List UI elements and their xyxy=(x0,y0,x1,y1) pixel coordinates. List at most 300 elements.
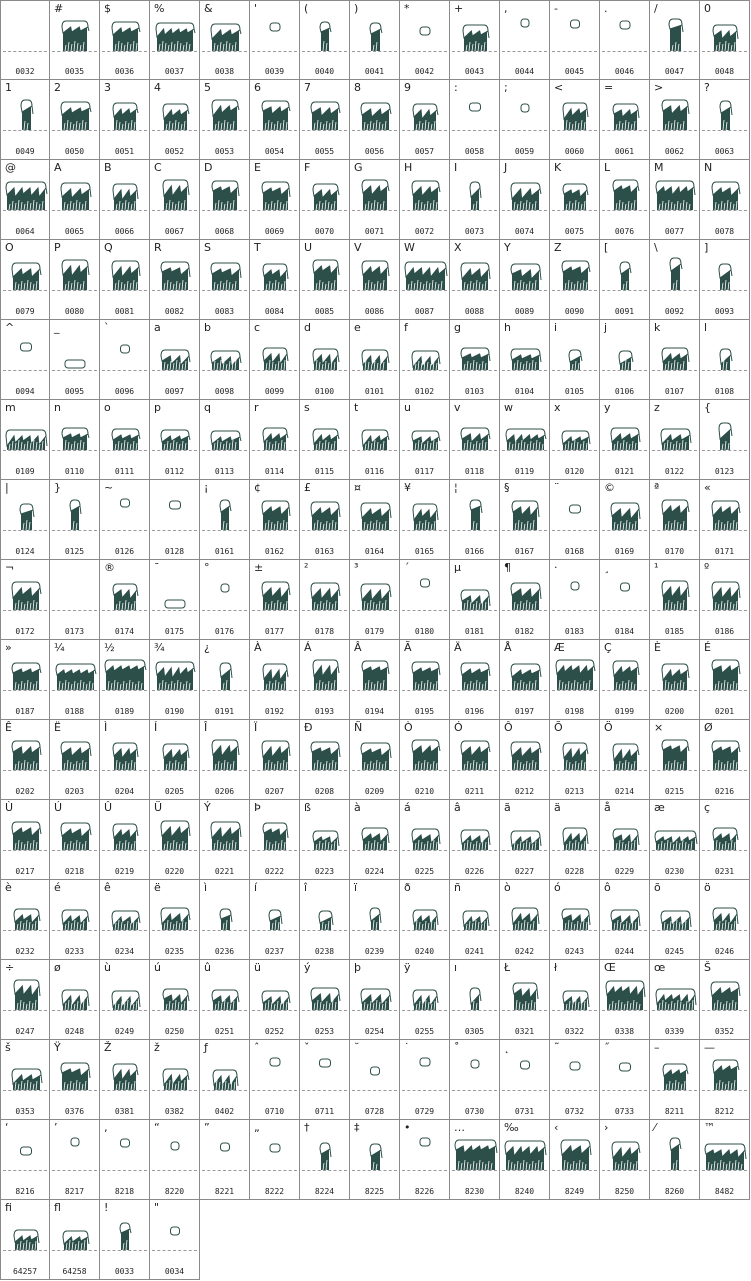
glyph-cell xyxy=(250,240,300,320)
glyph-cell xyxy=(700,560,750,640)
glyph-character: $ xyxy=(104,2,111,15)
glyph-cell xyxy=(100,1120,150,1200)
glyph-cell xyxy=(450,80,500,160)
baseline-guide xyxy=(152,210,197,211)
glyph-drop xyxy=(570,505,581,513)
baseline-guide xyxy=(3,690,47,691)
baseline-guide xyxy=(602,290,647,291)
glyph-code: 0120 xyxy=(564,467,585,476)
glyph-cell xyxy=(50,1120,100,1200)
glyph-code: 0225 xyxy=(414,867,435,876)
glyph-cell xyxy=(650,480,700,560)
glyph-cell xyxy=(250,560,300,640)
baseline-guide xyxy=(102,530,147,531)
glyph-cell xyxy=(0,240,50,320)
glyph-cell xyxy=(600,80,650,160)
glyph-cell xyxy=(100,640,150,720)
glyph-cell xyxy=(250,480,300,560)
glyph-character: å xyxy=(604,801,611,814)
glyph-character: r xyxy=(254,401,259,414)
glyph-cell xyxy=(350,80,400,160)
glyph-character: ˙ xyxy=(404,1041,410,1054)
baseline-guide xyxy=(552,290,597,291)
baseline-guide xyxy=(102,930,147,931)
glyph-code: 0164 xyxy=(364,547,385,556)
glyph-character: 5 xyxy=(204,81,211,94)
glyph-cell xyxy=(400,480,450,560)
baseline-guide xyxy=(102,690,147,691)
glyph-code: 0402 xyxy=(214,1107,235,1116)
baseline-guide xyxy=(652,130,697,131)
baseline-guide xyxy=(302,530,347,531)
baseline-guide xyxy=(3,51,47,52)
glyph-code: 0253 xyxy=(314,1027,335,1036)
glyph-code: 0045 xyxy=(564,67,585,76)
baseline-guide xyxy=(652,850,697,851)
glyph-character: w xyxy=(504,401,513,414)
baseline-guide xyxy=(252,450,297,451)
glyph-cell xyxy=(0,0,50,80)
glyph-cell xyxy=(200,960,250,1040)
baseline-guide xyxy=(3,370,47,371)
glyph-cell xyxy=(200,640,250,720)
glyph-drop xyxy=(71,1138,79,1146)
glyph-code: 8220 xyxy=(164,1187,185,1196)
glyph-cell xyxy=(500,240,550,320)
glyph-character: c xyxy=(254,321,261,334)
baseline-guide xyxy=(652,1170,697,1171)
glyph-character: æ xyxy=(654,801,665,814)
glyph-cell xyxy=(650,800,700,880)
glyph-character: _ xyxy=(54,321,60,334)
glyph-drop xyxy=(270,23,280,31)
glyph-cell xyxy=(600,640,650,720)
baseline-guide xyxy=(3,1010,47,1011)
glyph-character: µ xyxy=(454,561,461,574)
glyph-snowcap xyxy=(320,22,331,32)
glyph-code: 0091 xyxy=(614,307,635,316)
glyph-cell xyxy=(350,1040,400,1120)
glyph-character: ı xyxy=(454,961,458,974)
glyph-character: ⁄ xyxy=(654,1121,656,1134)
baseline-guide xyxy=(302,770,347,771)
glyph-code: 0067 xyxy=(164,227,185,236)
baseline-guide xyxy=(552,610,597,611)
glyph-code: 0729 xyxy=(414,1107,435,1116)
glyph-code: 0036 xyxy=(114,67,135,76)
glyph-code: 0179 xyxy=(364,627,385,636)
glyph-character: - xyxy=(554,2,558,15)
baseline-guide xyxy=(3,1250,47,1251)
glyph-character: § xyxy=(504,481,510,494)
glyph-cell xyxy=(450,160,500,240)
baseline-guide xyxy=(302,850,347,851)
glyph-character: a xyxy=(154,321,161,334)
glyph-code: 0064 xyxy=(15,227,35,236)
glyph-cell xyxy=(600,400,650,480)
baseline-guide xyxy=(202,850,247,851)
glyph-cell xyxy=(100,880,150,960)
glyph-code: 0073 xyxy=(464,227,485,236)
glyph-character: : xyxy=(454,81,458,94)
glyph-cell xyxy=(650,720,700,800)
glyph-code: 0055 xyxy=(314,147,335,156)
glyph-character: l xyxy=(704,321,708,334)
glyph-cell xyxy=(700,240,750,320)
baseline-guide xyxy=(102,130,147,131)
glyph-cell xyxy=(150,320,200,400)
baseline-guide xyxy=(102,1250,147,1251)
glyph-character: I xyxy=(454,161,458,174)
glyph-cell xyxy=(500,880,550,960)
glyph-cell xyxy=(450,1120,500,1200)
glyph-cell xyxy=(250,1120,300,1200)
glyph-cell xyxy=(600,320,650,400)
glyph-character: B xyxy=(104,161,112,174)
glyph-code: 0210 xyxy=(414,787,435,796)
glyph-code: 0229 xyxy=(614,867,635,876)
baseline-guide xyxy=(52,370,97,371)
glyph-character: Ž xyxy=(104,1041,112,1054)
glyph-code: 0111 xyxy=(114,467,135,476)
baseline-guide xyxy=(3,1170,47,1171)
glyph-code: 0071 xyxy=(364,227,385,236)
glyph-character: Í xyxy=(154,721,158,734)
baseline-guide xyxy=(602,1090,647,1091)
glyph-cell xyxy=(0,400,50,480)
glyph-character: fl xyxy=(54,1201,61,1214)
baseline-guide xyxy=(302,1090,347,1091)
glyph-character: @ xyxy=(5,161,16,174)
glyph-cell xyxy=(300,960,350,1040)
baseline-guide xyxy=(602,850,647,851)
glyph-character: Ã xyxy=(404,641,412,654)
glyph-code: 0126 xyxy=(114,547,135,556)
baseline-guide xyxy=(152,450,197,451)
glyph-drop xyxy=(371,1067,380,1075)
glyph-cell xyxy=(550,80,600,160)
glyph-cell xyxy=(150,160,200,240)
glyph-code: 0248 xyxy=(64,1027,85,1036)
glyph-code: 0044 xyxy=(514,67,535,76)
glyph-cell xyxy=(150,1040,200,1120)
baseline-guide xyxy=(602,1010,647,1011)
glyph-cell xyxy=(650,240,700,320)
glyph-cell xyxy=(500,480,550,560)
glyph-cell xyxy=(450,640,500,720)
glyph-character: Œ xyxy=(604,961,616,974)
glyph-code: 0076 xyxy=(614,227,635,236)
glyph-code: 0101 xyxy=(364,387,385,396)
glyph-character: ö xyxy=(704,881,711,894)
glyph-character: ˆ xyxy=(254,1041,260,1054)
glyph-cell xyxy=(700,720,750,800)
glyph-character: Ú xyxy=(54,801,63,814)
baseline-guide xyxy=(52,850,97,851)
glyph-cell xyxy=(400,0,450,80)
glyph-cell xyxy=(700,1040,750,1120)
glyph-code: 0042 xyxy=(414,67,435,76)
glyph-character: ˜ xyxy=(554,1041,560,1054)
baseline-guide xyxy=(502,930,547,931)
glyph-character: M xyxy=(654,161,664,174)
glyph-character: Ø xyxy=(704,721,713,734)
glyph-character: ÿ xyxy=(404,961,411,974)
glyph-character: { xyxy=(704,401,711,414)
glyph-code: 0115 xyxy=(314,467,335,476)
glyph-character: ¿ xyxy=(204,641,210,654)
baseline-guide xyxy=(52,1250,97,1251)
glyph-cell xyxy=(450,880,500,960)
baseline-guide xyxy=(302,290,347,291)
baseline-guide xyxy=(502,1090,547,1091)
baseline-guide xyxy=(302,610,347,611)
glyph-cell xyxy=(350,960,400,1040)
glyph-character: ? xyxy=(704,81,710,94)
glyph-cell xyxy=(450,480,500,560)
glyph-character: z xyxy=(654,401,660,414)
baseline-guide xyxy=(102,1090,147,1091)
baseline-guide xyxy=(502,51,547,52)
glyph-code: 0105 xyxy=(564,387,585,396)
glyph-cell xyxy=(50,800,100,880)
glyph-character: Ö xyxy=(604,721,613,734)
glyph-drop xyxy=(570,1062,580,1070)
glyph-code: 0245 xyxy=(664,947,685,956)
glyph-character: ÷ xyxy=(5,961,15,974)
glyph-cell xyxy=(0,480,50,560)
glyph-cell xyxy=(350,800,400,880)
glyph-character: q xyxy=(204,401,211,414)
baseline-guide xyxy=(702,610,747,611)
glyph-code: 0033 xyxy=(114,1267,135,1276)
glyph-character: Ì xyxy=(104,721,108,734)
baseline-guide xyxy=(202,1010,247,1011)
glyph-cell xyxy=(50,480,100,560)
baseline-guide xyxy=(102,210,147,211)
glyph-character: = xyxy=(604,81,614,94)
baseline-guide xyxy=(352,530,397,531)
glyph-cell xyxy=(50,720,100,800)
glyph-code: 64257 xyxy=(12,1267,38,1276)
glyph-code: 0065 xyxy=(64,227,85,236)
glyph-cell xyxy=(400,160,450,240)
glyph-code: 0110 xyxy=(64,467,85,476)
glyph-code: 0214 xyxy=(614,787,635,796)
glyph-character: Ô xyxy=(504,721,513,734)
baseline-guide xyxy=(202,450,247,451)
glyph-character: Þ xyxy=(254,801,261,814)
glyph-character: À xyxy=(254,641,262,654)
glyph-code: 0223 xyxy=(314,867,335,876)
glyph-cell xyxy=(550,640,600,720)
glyph-character: R xyxy=(154,241,162,254)
glyph-code: 0218 xyxy=(64,867,85,876)
baseline-guide xyxy=(402,130,447,131)
baseline-guide xyxy=(552,1090,597,1091)
glyph-code: 0213 xyxy=(564,787,585,796)
baseline-guide xyxy=(152,130,197,131)
glyph-cell xyxy=(700,880,750,960)
glyph-code: 0117 xyxy=(414,467,435,476)
baseline-guide xyxy=(3,130,47,131)
baseline-guide xyxy=(252,1170,297,1171)
baseline-guide xyxy=(102,1170,147,1171)
glyph-code: 0078 xyxy=(714,227,735,236)
baseline-guide xyxy=(652,290,697,291)
glyph-code: 0216 xyxy=(714,787,735,796)
baseline-guide xyxy=(402,930,447,931)
baseline-guide xyxy=(702,210,747,211)
baseline-guide xyxy=(152,51,197,52)
glyph-drop xyxy=(621,583,630,591)
glyph-cell xyxy=(250,640,300,720)
glyph-character: Ï xyxy=(254,721,258,734)
baseline-guide xyxy=(452,930,497,931)
glyph-cell xyxy=(100,800,150,880)
glyph-character: b xyxy=(204,321,211,334)
glyph-code: 0254 xyxy=(364,1027,385,1036)
baseline-guide xyxy=(152,610,197,611)
baseline-guide xyxy=(102,51,147,52)
glyph-cell xyxy=(400,880,450,960)
glyph-character: « xyxy=(704,481,711,494)
glyph-code: 8222 xyxy=(264,1187,285,1196)
glyph-drop xyxy=(420,1138,430,1146)
glyph-code: 0200 xyxy=(664,707,685,716)
glyph-code: 0181 xyxy=(464,627,485,636)
baseline-guide xyxy=(52,1010,97,1011)
glyph-drop xyxy=(620,1063,631,1071)
baseline-guide xyxy=(52,770,97,771)
glyph-character: ¬ xyxy=(5,561,15,574)
glyph-cell xyxy=(0,160,50,240)
glyph-cell xyxy=(450,560,500,640)
glyph-code: 0206 xyxy=(214,787,235,796)
glyph-cell xyxy=(100,240,150,320)
baseline-guide xyxy=(52,450,97,451)
glyph-character: ô xyxy=(604,881,611,894)
glyph-character: v xyxy=(454,401,461,414)
glyph-code: 0081 xyxy=(114,307,135,316)
glyph-character: i xyxy=(554,321,558,334)
glyph-code: 0203 xyxy=(64,787,85,796)
baseline-guide xyxy=(452,130,497,131)
glyph-character: ä xyxy=(554,801,561,814)
glyph-drop xyxy=(121,1139,130,1147)
glyph-drop xyxy=(221,1143,230,1151)
glyph-cell xyxy=(50,400,100,480)
glyph-cell xyxy=(300,400,350,480)
glyph-character: t xyxy=(354,401,359,414)
glyph-code: 0188 xyxy=(64,707,85,716)
glyph-character: e xyxy=(354,321,361,334)
glyph-cell xyxy=(50,640,100,720)
glyph-code: 0244 xyxy=(614,947,635,956)
baseline-guide xyxy=(652,1090,697,1091)
glyph-cell xyxy=(350,640,400,720)
baseline-guide xyxy=(552,530,597,531)
glyph-cell xyxy=(600,240,650,320)
glyph-code: 0202 xyxy=(15,787,35,796)
glyph-character: X xyxy=(454,241,462,254)
glyph-cell xyxy=(150,400,200,480)
glyph-cell xyxy=(700,800,750,880)
glyph-code: 0239 xyxy=(364,947,385,956)
baseline-guide xyxy=(552,51,597,52)
glyph-cell xyxy=(450,800,500,880)
baseline-guide xyxy=(502,610,547,611)
baseline-guide xyxy=(702,770,747,771)
glyph-cell xyxy=(600,160,650,240)
glyph-character: ¯ xyxy=(154,561,160,574)
glyph-code: 0163 xyxy=(314,547,335,556)
glyph-code: 0056 xyxy=(364,147,385,156)
glyph-code: 0050 xyxy=(64,147,85,156)
baseline-guide xyxy=(452,370,497,371)
baseline-guide xyxy=(452,51,497,52)
baseline-guide xyxy=(202,690,247,691)
glyph-character: ˚ xyxy=(454,1041,460,1054)
baseline-guide xyxy=(52,690,97,691)
baseline-guide xyxy=(3,770,47,771)
glyph-code: 0079 xyxy=(15,307,35,316)
glyph-code: 0247 xyxy=(15,1027,35,1036)
glyph-cell xyxy=(50,880,100,960)
glyph-code: 0048 xyxy=(714,67,735,76)
glyph-cell xyxy=(550,0,600,80)
glyph-cell xyxy=(400,1120,450,1200)
baseline-guide xyxy=(652,450,697,451)
glyph-cell xyxy=(700,480,750,560)
glyph-cell xyxy=(250,80,300,160)
glyph-code: 0176 xyxy=(214,627,235,636)
glyph-code: 0166 xyxy=(464,547,485,556)
glyph-cell xyxy=(0,1120,50,1200)
glyph-character: È xyxy=(654,641,661,654)
baseline-guide xyxy=(502,210,547,211)
glyph-code: 0252 xyxy=(264,1027,285,1036)
baseline-guide xyxy=(652,210,697,211)
glyph-character: ˇ xyxy=(304,1041,310,1054)
baseline-guide xyxy=(152,370,197,371)
glyph-code: 0221 xyxy=(214,867,235,876)
glyph-character: ´ xyxy=(404,561,410,574)
baseline-guide xyxy=(402,850,447,851)
glyph-character: 4 xyxy=(154,81,161,94)
glyph-cell xyxy=(450,960,500,1040)
glyph-character: ’ xyxy=(54,1121,58,1134)
glyph-code: 0238 xyxy=(314,947,335,956)
glyph-character: ' xyxy=(254,2,258,15)
glyph-cell xyxy=(500,1040,550,1120)
glyph-cell xyxy=(500,80,550,160)
glyph-character: ™ xyxy=(704,1121,715,1134)
glyph-character: 0 xyxy=(704,2,711,15)
glyph-code: 0243 xyxy=(564,947,585,956)
glyph-cell xyxy=(300,80,350,160)
glyph-cell xyxy=(200,320,250,400)
baseline-guide xyxy=(352,210,397,211)
baseline-guide xyxy=(252,210,297,211)
baseline-guide xyxy=(402,370,447,371)
glyph-character: , xyxy=(504,2,508,15)
baseline-guide xyxy=(52,51,97,52)
glyph-character: ü xyxy=(254,961,261,974)
glyph-drop xyxy=(420,27,430,35)
glyph-character: » xyxy=(5,641,12,654)
glyph-cell xyxy=(550,800,600,880)
